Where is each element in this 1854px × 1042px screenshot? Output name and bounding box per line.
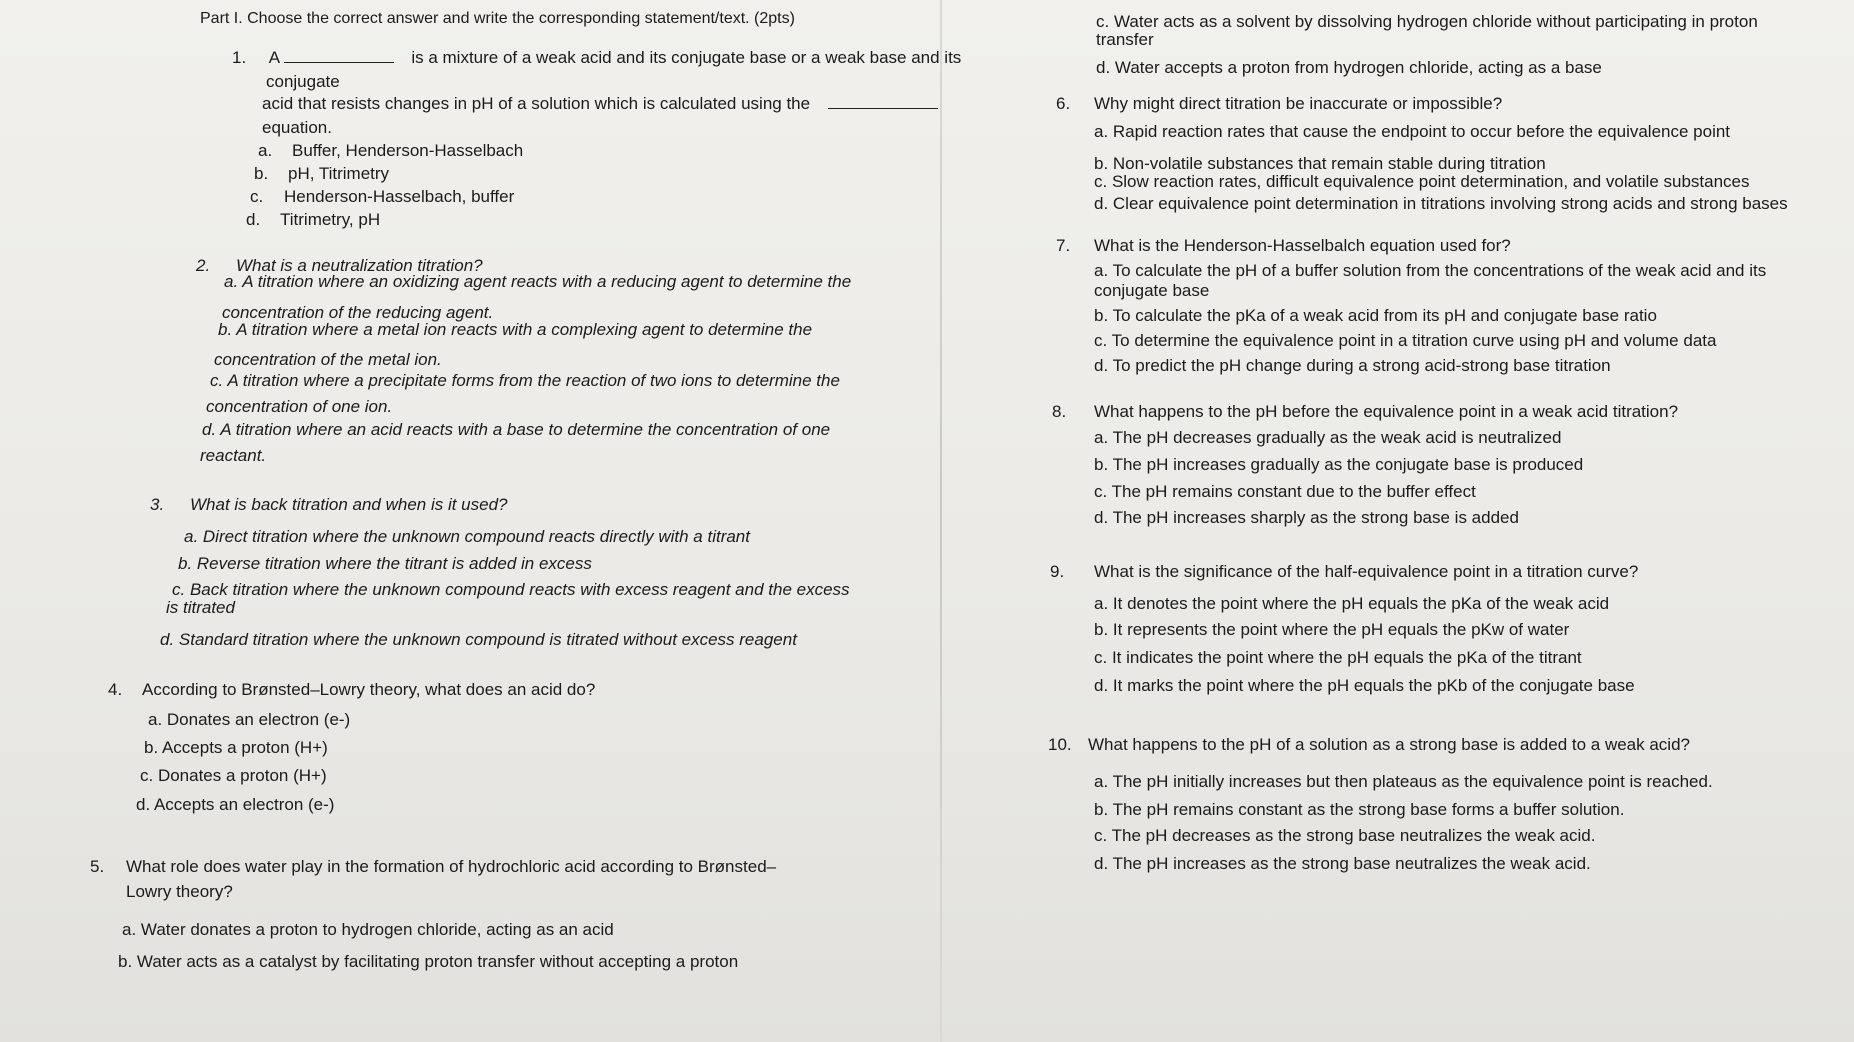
q2-option-c-line2: concentration of one ion.	[206, 397, 393, 416]
q2-option-d-line1: d. A titration where an acid reacts with a base to determine the concentration of one	[202, 420, 831, 439]
question-1-line4: equation.	[262, 118, 332, 137]
q7-option-a-line2: conjugate base	[1094, 281, 1210, 300]
question-5-line2: Lowry theory?	[126, 882, 233, 901]
question-1-pre: A	[268, 48, 280, 67]
question-1-line1	[232, 48, 961, 68]
q2-option-c-line1: c. A titration where a precipitate forms from the reaction of two ions to determine the	[210, 371, 840, 390]
q8-option-a: a. The pH decreases gradually as the weak acid is neutralized	[1094, 428, 1562, 447]
column-divider	[940, 0, 942, 1042]
q6-option-d: d. Clear equivalence point determination in titrations involving strong acids and strong bases	[1094, 194, 1788, 213]
question-6: 6. Why might direct titration be inaccurate or impossible?	[1056, 94, 1503, 113]
q4-option-c: c. Donates a proton (H+)	[140, 766, 327, 785]
q5-option-b: b. Water acts as a catalyst by facilitating proton transfer without accepting a proton	[118, 952, 739, 971]
q2-option-a-line2: concentration of the reducing agent.	[222, 303, 494, 322]
q1-option-b: b. pH, Titrimetry	[254, 164, 390, 183]
question-3: 3. What is back titration and when is it used?	[150, 495, 508, 514]
q9-option-a: a. It denotes the point where the pH equals the pKa of the weak acid	[1094, 594, 1610, 613]
q5-option-a: a. Water donates a proton to hydrogen chloride, acting as an acid	[122, 920, 614, 939]
question-9: 9. What is the significance of the half-equivalence point in a titration curve?	[1050, 562, 1639, 581]
answer-blank-2[interactable]	[828, 94, 938, 109]
q2-option-a-line1: a. A titration where an oxidizing agent reacts with a reducing agent to determine the	[224, 272, 852, 291]
q7-option-b: b. To calculate the pKa of a weak acid from its pH and conjugate base ratio	[1094, 306, 1657, 325]
q6-option-c: c. Slow reaction rates, difficult equivalence point determination, and volatile substances	[1094, 172, 1750, 191]
q5-option-c-line2: transfer	[1096, 30, 1154, 49]
answer-blank-1[interactable]	[284, 48, 394, 63]
question-7: 7. What is the Henderson-Hasselbalch equation used for?	[1056, 236, 1511, 255]
q9-option-d: d. It marks the point where the pH equals the pKb of the conjugate base	[1094, 676, 1635, 695]
part-header: Part I. Choose the correct answer and write the corresponding statement/text. (2pts)	[200, 10, 795, 27]
q4-option-b: b. Accepts a proton (H+)	[144, 738, 328, 757]
question-1-line3-text: acid that resists changes in pH of a solution which is calculated using the	[262, 94, 811, 113]
question-1-line1-text: is a mixture of a weak acid and its conjugate base or a weak base and its	[411, 48, 962, 67]
q2-option-b-line1: b. A titration where a metal ion reacts with a complexing agent to determine the	[218, 320, 813, 339]
q1-option-a: a. Buffer, Henderson-Hasselbach	[258, 141, 524, 160]
q6-option-b: b. Non-volatile substances that remain stable during titration	[1094, 154, 1546, 173]
q3-option-c-line2: is titrated	[166, 598, 235, 617]
q8-option-b: b. The pH increases gradually as the conjugate base is produced	[1094, 455, 1584, 474]
q6-option-a: a. Rapid reaction rates that cause the endpoint to occur before the equivalence point	[1094, 122, 1731, 141]
q10-option-a: a. The pH initially increases but then plateaus as the equivalence point is reached.	[1094, 772, 1713, 791]
q5-option-d: d. Water accepts a proton from hydrogen chloride, acting as a base	[1096, 58, 1602, 77]
q9-option-c: c. It indicates the point where the pH equals the pKa of the titrant	[1094, 648, 1582, 667]
question-5-line1: 5. What role does water play in the formation of hydrochloric acid according to Brønsted–	[90, 857, 777, 876]
question-1-line2: conjugate	[266, 72, 340, 91]
question-1-number: 1.	[232, 48, 247, 67]
q4-option-a: a. Donates an electron (e-)	[148, 710, 351, 729]
question-4: 4. According to Brønsted–Lowry theory, what does an acid do?	[108, 680, 596, 699]
q2-option-b-line2: concentration of the metal ion.	[214, 350, 442, 369]
q7-option-a-line1: a. To calculate the pH of a buffer solution from the concentrations of the weak acid and its	[1094, 261, 1767, 280]
q3-option-c-line1: c. Back titration where the unknown compound reacts with excess reagent and the excess	[172, 580, 850, 599]
q7-option-d: d. To predict the pH change during a strong acid-strong base titration	[1094, 356, 1611, 375]
q8-option-c: c. The pH remains constant due to the buffer effect	[1094, 482, 1476, 501]
q9-option-b: b. It represents the point where the pH equals the pKw of water	[1094, 620, 1570, 639]
q3-option-a: a. Direct titration where the unknown compound reacts directly with a titrant	[184, 527, 750, 546]
q8-option-d: d. The pH increases sharply as the strong base is added	[1094, 508, 1519, 527]
q3-option-b: b. Reverse titration where the titrant is added in excess	[178, 554, 592, 573]
question-8: 8. What happens to the pH before the equivalence point in a weak acid titration?	[1052, 402, 1679, 421]
q2-option-d-line2: reactant.	[200, 446, 267, 465]
q3-option-d: d. Standard titration where the unknown compound is titrated without excess reagent	[160, 630, 797, 649]
question-1-line3	[262, 94, 938, 114]
q1-option-d: d. Titrimetry, pH	[246, 210, 381, 229]
q10-option-c: c. The pH decreases as the strong base neutralizes the weak acid.	[1094, 826, 1596, 845]
q4-option-d: d. Accepts an electron (e-)	[136, 795, 335, 814]
q10-option-d: d. The pH increases as the strong base neutralizes the weak acid.	[1094, 854, 1591, 873]
question-10: 10. What happens to the pH of a solution as a strong base is added to a weak acid?	[1048, 735, 1690, 754]
q1-option-c: c. Henderson-Hasselbach, buffer	[250, 187, 515, 206]
question-2: 2. What is a neutralization titration?	[196, 256, 483, 275]
q10-option-b: b. The pH remains constant as the strong base forms a buffer solution.	[1094, 800, 1625, 819]
q5-option-c-line1: c. Water acts as a solvent by dissolving hydrogen chloride without participating in proton	[1096, 12, 1758, 31]
q7-option-c: c. To determine the equivalence point in a titration curve using pH and volume data	[1094, 331, 1717, 350]
